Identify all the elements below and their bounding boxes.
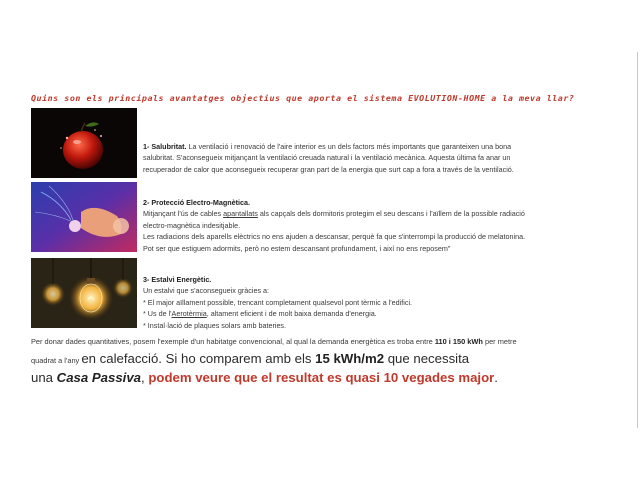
light-bulbs-image: [31, 258, 137, 328]
section-text: * El major aïllament possible, trencant completament qualsevol pont tèrmic a l'edifici.: [143, 297, 413, 307]
conclusion-text: per metre: [482, 337, 517, 346]
plasma-ball-image: [31, 182, 137, 252]
conclusion-text: .: [494, 370, 498, 385]
conclusion-line-3: [31, 370, 631, 385]
conclusion-line-2: [31, 350, 631, 368]
apple-icon: [31, 108, 137, 178]
apantallats-link: apantallats: [223, 209, 258, 219]
section-text: recuperador de calor que aconsegueix recuperar gran part de la energia que surt cap a fora a través de la ventilació.: [143, 164, 514, 174]
conclusion-text: en calefacció. Si ho comparem amb els: [81, 351, 316, 366]
section-title: 3- Estalvi Energètic.: [143, 275, 212, 284]
section-title: 2- Protecció Electro-Magnètica.: [143, 198, 251, 207]
conclusion-text: que necessita: [384, 351, 470, 366]
section-title: 1- Salubritat.: [143, 142, 187, 151]
section-text: Mitjançant l'ús de cables: [143, 209, 224, 219]
page-heading: Quins son els principals avantatges objectius que aporta el sistema EVOLUTION-HOME a la meva llar?: [31, 93, 575, 103]
section-text: als capçals dels dormitoris protegim el seu descans i l'aïllem de la possible radiació: [257, 209, 525, 219]
section-proteccio: [143, 197, 613, 254]
light-bulb-icon: [31, 258, 137, 328]
conclusion-line-1: [31, 337, 631, 346]
section-text: * Us de l': [143, 309, 172, 319]
section-text: * Instal·lació de plaques solars amb bateries.: [143, 320, 287, 330]
conclusion-highlight: 15 kWh/m2: [315, 351, 385, 366]
apple-splash-image: [31, 108, 137, 178]
casa-passiva-text: Casa Passiva: [56, 370, 141, 385]
section-text: , altament eficient i de molt baixa demanda d'energia.: [206, 309, 377, 319]
plasma-ball-icon: [31, 182, 137, 252]
section-estalvi: [143, 274, 613, 331]
conclusion-text: Per donar dades quantitatives, posem l'exemple d'un habitatge convencional, al qual la demanda energètica es troba entre: [31, 337, 435, 346]
section-text: Un estalvi que s'aconsegueix gràcies a:: [143, 286, 270, 296]
section-salubritat: [143, 141, 613, 175]
conclusion-text: una: [31, 370, 57, 385]
section-text: electro-magnètica indesitjable.: [143, 220, 241, 230]
section-text: La ventilació i renovació de l'aire interior es un dels factors més importants que garanteixen una bona: [186, 142, 512, 151]
section-text: Les radiacions dels aparells elèctrics no ens ajuden a descansar, perquè fa que s'interrompi la producció de melatonina.: [143, 232, 526, 242]
section-text: salubritat. S'aconsegueix mitjançant la ventilació creuada natural i la ventilació mecànica. Aquesta última fa anar un: [143, 153, 511, 163]
section-text: Pot ser que estiguem adormits, però no estem descansant profundament, i així no ens reposem": [143, 243, 451, 253]
page-edge-rule: [637, 52, 638, 428]
conclusion-emphasis: podem veure que el resultat es quasi 10 vegades major: [148, 370, 495, 385]
conclusion-highlight: 110 i 150 kWh: [434, 337, 483, 346]
aerotermia-link[interactable]: Aerotèrmia: [171, 309, 207, 319]
conclusion-text: quadrat a l'any: [31, 356, 82, 365]
conclusion-text: ,: [141, 370, 149, 385]
